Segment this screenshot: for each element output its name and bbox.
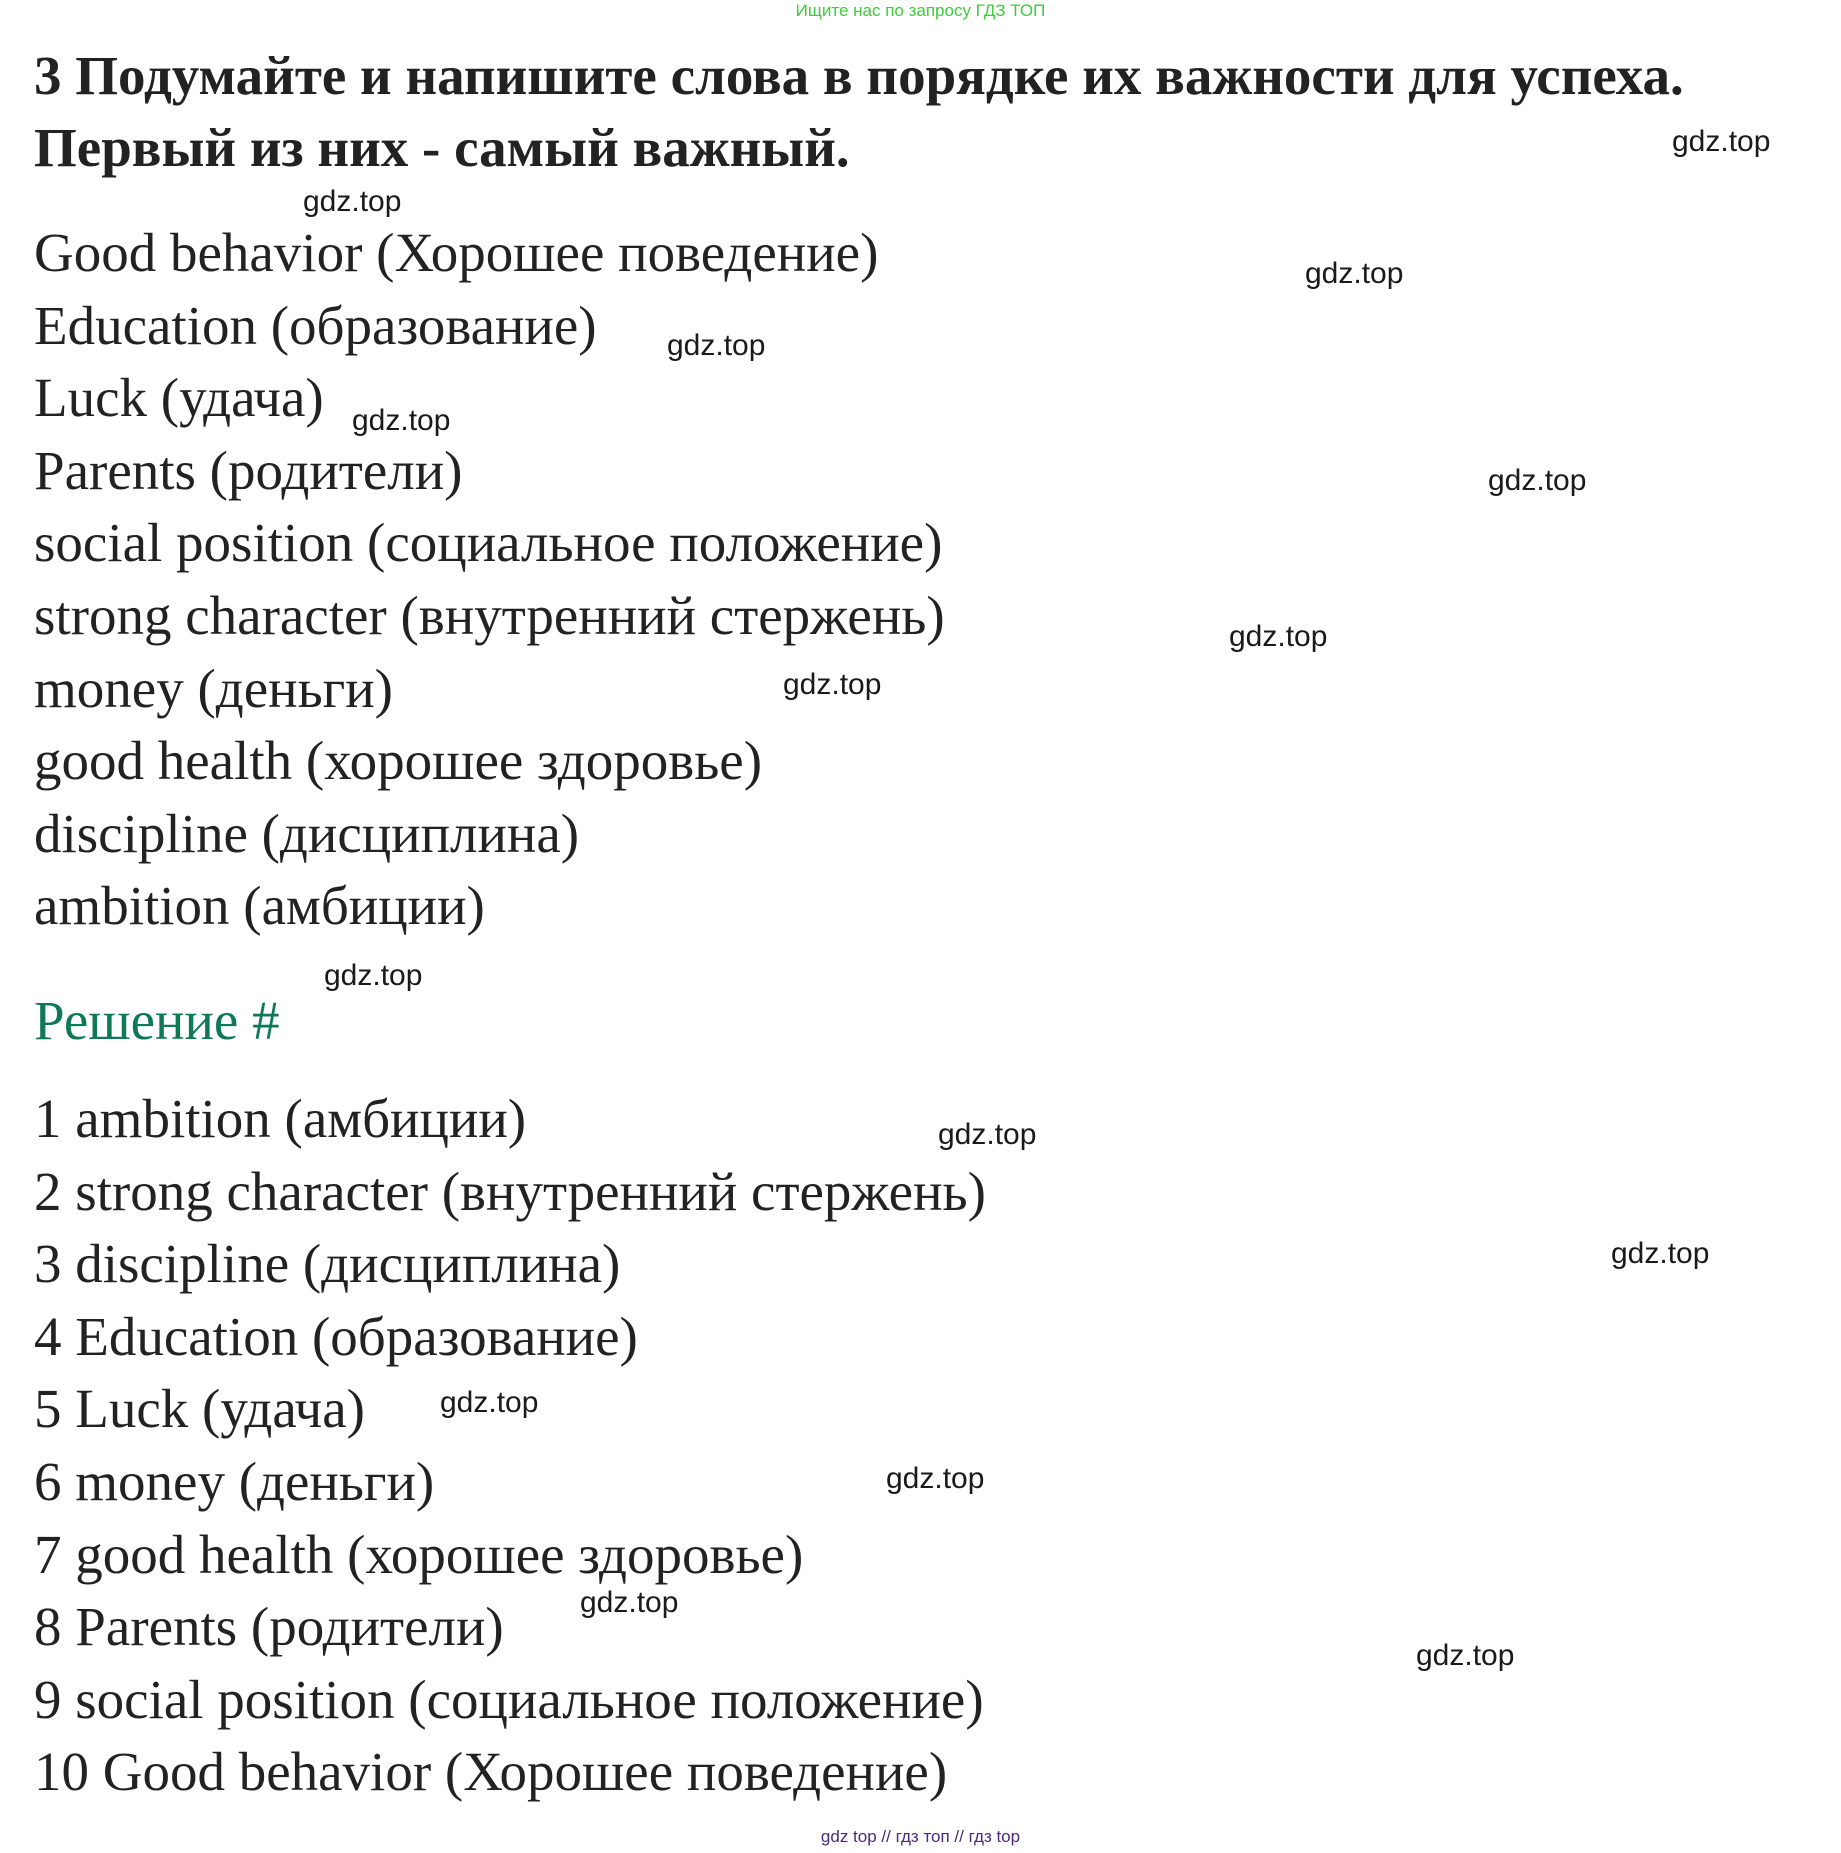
answer-item: 10 Good behavior (Хорошее поведение)	[34, 1741, 948, 1803]
watermark: gdz.top	[324, 959, 423, 992]
list-item: strong character (внутренний стержень)	[34, 584, 945, 646]
answer-item: 4 Education (образование)	[34, 1305, 638, 1367]
watermark: gdz.top	[886, 1462, 985, 1495]
list-item: good health (хорошее здоровье)	[34, 730, 763, 792]
answer-item: 7 good health (хорошее здоровье)	[34, 1523, 804, 1585]
watermark: gdz.top	[440, 1386, 539, 1419]
watermark: gdz.top	[1305, 257, 1404, 290]
watermark: gdz.top	[1416, 1639, 1515, 1672]
task-heading-line1: 3 Подумайте и напишите слова в порядке их важности для успеха.	[34, 45, 1684, 106]
list-item: Good behavior (Хорошее поведение)	[34, 222, 879, 283]
word-list	[34, 217, 945, 943]
answer-item: 3 discipline (дисциплина)	[34, 1233, 621, 1295]
task-heading-line2: Первый из них - самый важный.	[34, 117, 850, 178]
answer-item: 6 money (деньги)	[34, 1450, 435, 1512]
watermark: gdz.top	[352, 404, 451, 437]
watermark: gdz.top	[667, 329, 766, 362]
watermark: gdz.top	[1488, 464, 1587, 497]
task-heading	[34, 40, 1834, 184]
list-item: Luck (удача)	[34, 367, 324, 429]
answer-list	[34, 1083, 986, 1809]
list-item: ambition (амбиции)	[34, 875, 485, 937]
list-item: Education (образование)	[34, 294, 597, 356]
top-banner: Ищите нас по запросу ГДЗ ТОП	[795, 1, 1046, 20]
watermark: gdz.top	[1672, 125, 1771, 158]
answer-item: 2 strong character (внутренний стержень)	[34, 1160, 986, 1222]
answer-item: 8 Parents (родители)	[34, 1596, 504, 1658]
footer: gdz top // гдз топ // гдз top	[820, 1827, 1021, 1846]
watermark: gdz.top	[938, 1118, 1037, 1151]
watermark: gdz.top	[580, 1586, 679, 1619]
list-item: social position (социальное положение)	[34, 512, 943, 574]
answer-item: 9 social position (социальное положение)	[34, 1668, 984, 1730]
list-item: discipline (дисциплина)	[34, 802, 580, 864]
list-item: Parents (родители)	[34, 439, 463, 501]
solution-title: Решение #	[34, 990, 280, 1051]
answer-item: 1 ambition (амбиции)	[34, 1088, 527, 1149]
watermark: gdz.top	[783, 668, 882, 701]
answer-item: 5 Luck (удача)	[34, 1378, 365, 1440]
watermark: gdz.top	[303, 185, 402, 218]
list-item: money (деньги)	[34, 657, 393, 719]
watermark: gdz.top	[1229, 620, 1328, 653]
watermark: gdz.top	[1611, 1237, 1710, 1270]
